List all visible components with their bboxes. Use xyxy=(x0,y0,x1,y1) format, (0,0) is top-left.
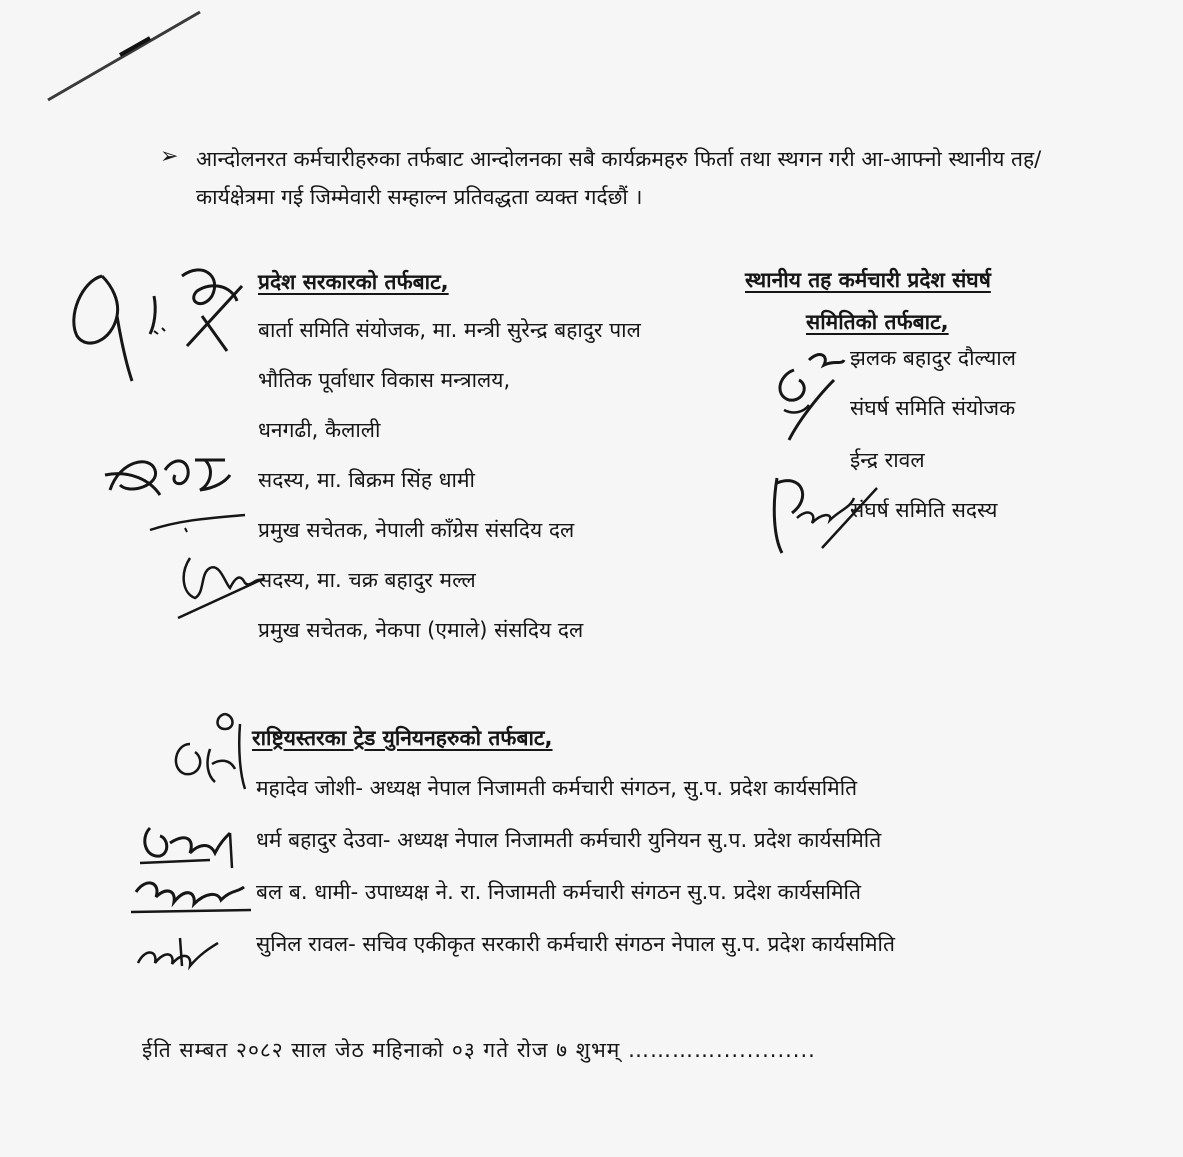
union-line-2: धर्म बहादुर देउवा- अध्यक्ष नेपाल निजामती कर्मचारी युनियन सु.प. प्रदेश कार्यसमिति xyxy=(256,828,882,852)
arrow-bullet-icon: ➢ xyxy=(160,144,179,169)
government-heading: प्रदेश सरकारको तर्फबाट, xyxy=(258,270,449,294)
signature-chakra xyxy=(170,548,270,628)
signature-mahadev xyxy=(150,704,260,794)
committee-line-3: ईन्द्र रावल xyxy=(850,448,925,472)
union-line-1: महादेव जोशी- अध्यक्ष नेपाल निजामती कर्मचारी संगठन, सु.प. प्रदेश कार्यसमिति xyxy=(256,776,858,800)
government-line-7: प्रमुख सचेतक, नेकपा (एमाले) संसदिय दल xyxy=(258,618,584,642)
date-line: ईति सम्बत २०८२ साल जेठ महिनाको ०३ गते रोज ७ शुभम् …………............. xyxy=(142,1038,816,1062)
committee-line-1: झलक बहादुर दौल्याल xyxy=(850,346,1016,370)
government-line-3: धनगढी, कैलाली xyxy=(258,418,381,442)
committee-line-2: संघर्ष समिति संयोजक xyxy=(850,396,1016,420)
government-line-1: बार्ता समिति संयोजक, मा. मन्त्री सुरेन्द्र बहादुर पाल xyxy=(258,318,641,342)
page-corner-fold xyxy=(0,0,220,110)
government-line-4: सदस्य, मा. बिक्रम सिंह धामी xyxy=(258,468,475,492)
signature-indra xyxy=(762,458,882,568)
government-line-2: भौतिक पूर्वाधार विकास मन्त्रालय, xyxy=(258,368,511,392)
signature-bikram xyxy=(100,440,250,540)
signature-sunil xyxy=(130,928,230,978)
government-line-6: सदस्य, मा. चक्र बहादुर मल्ल xyxy=(258,568,476,592)
union-line-3: बल ब. धामी- उपाध्यक्ष ने. रा. निजामती कर्मचारी संगठन सु.प. प्रदेश कार्यसमिति xyxy=(256,880,861,904)
union-line-4: सुनिल रावल- सचिव एकीकृत सरकारी कर्मचारी संगठन नेपाल सु.प. प्रदेश कार्यसमिति xyxy=(256,932,895,956)
commitment-text: आन्दोलनरत कर्मचारीहरुका तर्फबाट आन्दोलनका सबै कार्यक्रमहरु फिर्ता तथा स्थगन गरी आ-आफ्नो स्थानीय तह/कार्यक्षेत्रमा गई जिम्मेवारी सम्हाल्न प्रतिवद्धता व्यक्त गर्दछौं । xyxy=(196,147,1042,209)
committee-heading-line1: स्थानीय तह कर्मचारी प्रदेश संघर्ष xyxy=(745,268,991,292)
signature-bal xyxy=(126,862,256,922)
committee-line-4: संघर्ष समिति सदस्य xyxy=(850,498,998,522)
unions-heading: राष्ट्रियस्तरका ट्रेड युनियनहरुको तर्फबाट, xyxy=(252,726,553,750)
signature-minister xyxy=(62,256,252,396)
government-line-5: प्रमुख सचेतक, नेपाली काँग्रेस संसदिय दल xyxy=(258,518,575,542)
committee-heading-line2: समितिको तर्फबाट, xyxy=(806,310,949,334)
signature-jhalak xyxy=(764,340,864,450)
